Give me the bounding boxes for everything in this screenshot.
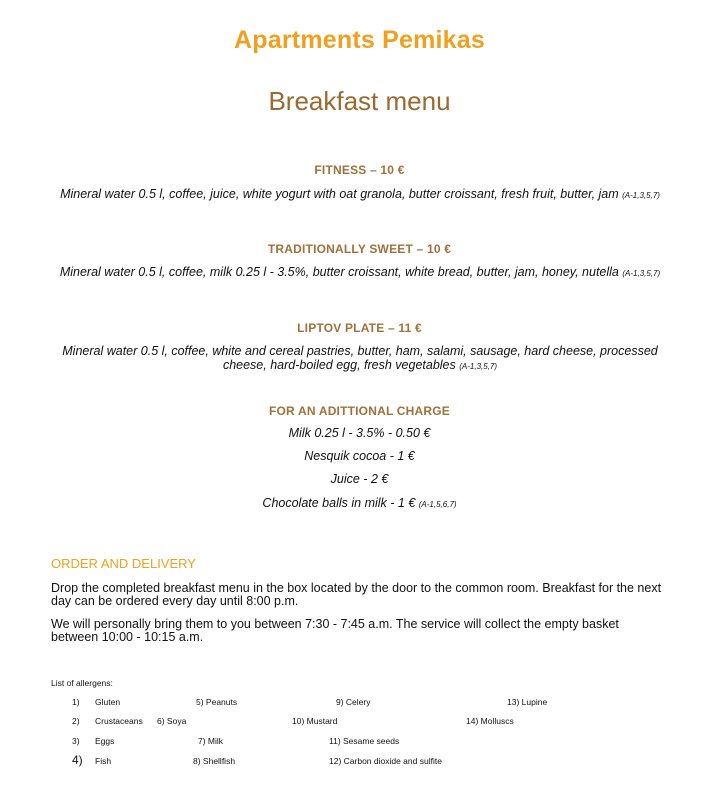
extras-heading: FOR AN ADITTIONAL CHARGE (268, 404, 450, 418)
allergen-codes: (A-1,3,5,7) (622, 269, 661, 278)
allergen-codes: (A-1,5,6,7) (418, 500, 457, 509)
allergen-item: 12) Carbon dioxide and sulfite (329, 756, 442, 766)
extra-item (0, 472, 719, 486)
extra-item-text: Chocolate balls in milk - 1 € (262, 496, 416, 510)
allergen-number: 1) (72, 697, 80, 707)
allergen-item: 10) Mustard (292, 716, 338, 726)
allergen-item: 7) Milk (198, 736, 224, 746)
menu-description-text: Mineral water 0.5 l, coffee, juice, white yogurt with oat granola, butter croissant, fresh fruit, butter, jam (60, 187, 619, 201)
allergen-item: 8) Shellfish (193, 756, 236, 766)
allergen-codes: (A-1,3,5,7) (622, 191, 660, 200)
order-paragraph-1: Drop the completed breakfast menu in the box located by the door to the common room. Breakfast for the next day can be ordered every day until 8:00 p.m. (51, 581, 662, 608)
extra-item (0, 496, 719, 510)
menu-description-fitness (50, 187, 670, 203)
allergen-codes: (A-1,3,5,7) (459, 362, 498, 371)
order-heading: ORDER AND DELIVERY (51, 556, 196, 571)
allergen-item: 13) Lupine (507, 697, 548, 707)
menu-title: Breakfast menu (268, 86, 451, 116)
extra-item (0, 449, 719, 463)
allergen-item: 11) Sesame seeds (329, 736, 400, 746)
menu-heading-liptov-plate: LIPTOV PLATE – 11 € (297, 321, 422, 335)
menu-heading-traditionally-sweet: TRADITIONALLY SWEET – 10 € (267, 242, 452, 256)
allergen-item: Crustaceans (95, 716, 143, 726)
extra-item (0, 426, 719, 440)
allergen-number: 4) (72, 753, 83, 767)
allergen-item: 5) Peanuts (196, 697, 238, 707)
allergen-item: 14) Molluscs (466, 716, 514, 726)
menu-description-liptov-plate (50, 344, 670, 374)
allergen-item: 9) Celery (336, 697, 371, 707)
menu-heading-fitness: FITNESS – 10 € (314, 163, 405, 177)
allergen-number: 3) (72, 736, 80, 746)
menu-description-traditionally-sweet (50, 265, 670, 281)
extra-item-text: Juice - 2 € (330, 472, 389, 486)
allergen-item: 6) Soya (157, 716, 187, 726)
menu-description-text: Mineral water 0.5 l, coffee, milk 0.25 l - 3.5%, butter croissant, white bread, butter, jam, honey, nutella (59, 265, 619, 279)
page-title: Apartments Pemikas (234, 26, 485, 54)
extra-item-text: Milk 0.25 l - 3.5% - 0.50 € (288, 426, 431, 440)
menu-description-text: Mineral water 0.5 l, coffee, white and cereal pastries, butter, ham, salami, sausage, hard cheese, processed cheese, hard-boiled egg, fresh vegetables (62, 344, 658, 372)
allergen-list-title: List of allergens: (51, 678, 113, 688)
order-paragraph-2: We will personally bring them to you between 7:30 - 7:45 a.m. The service will collect the empty basket between 10:00 - 10:15 a.m. (51, 617, 619, 644)
allergen-item: Fish (95, 756, 112, 766)
extra-item-text: Nesquik cocoa - 1 € (304, 449, 415, 463)
allergen-item: Gluten (95, 697, 121, 707)
allergen-number: 2) (72, 716, 80, 726)
allergen-item: Eggs (95, 736, 115, 746)
